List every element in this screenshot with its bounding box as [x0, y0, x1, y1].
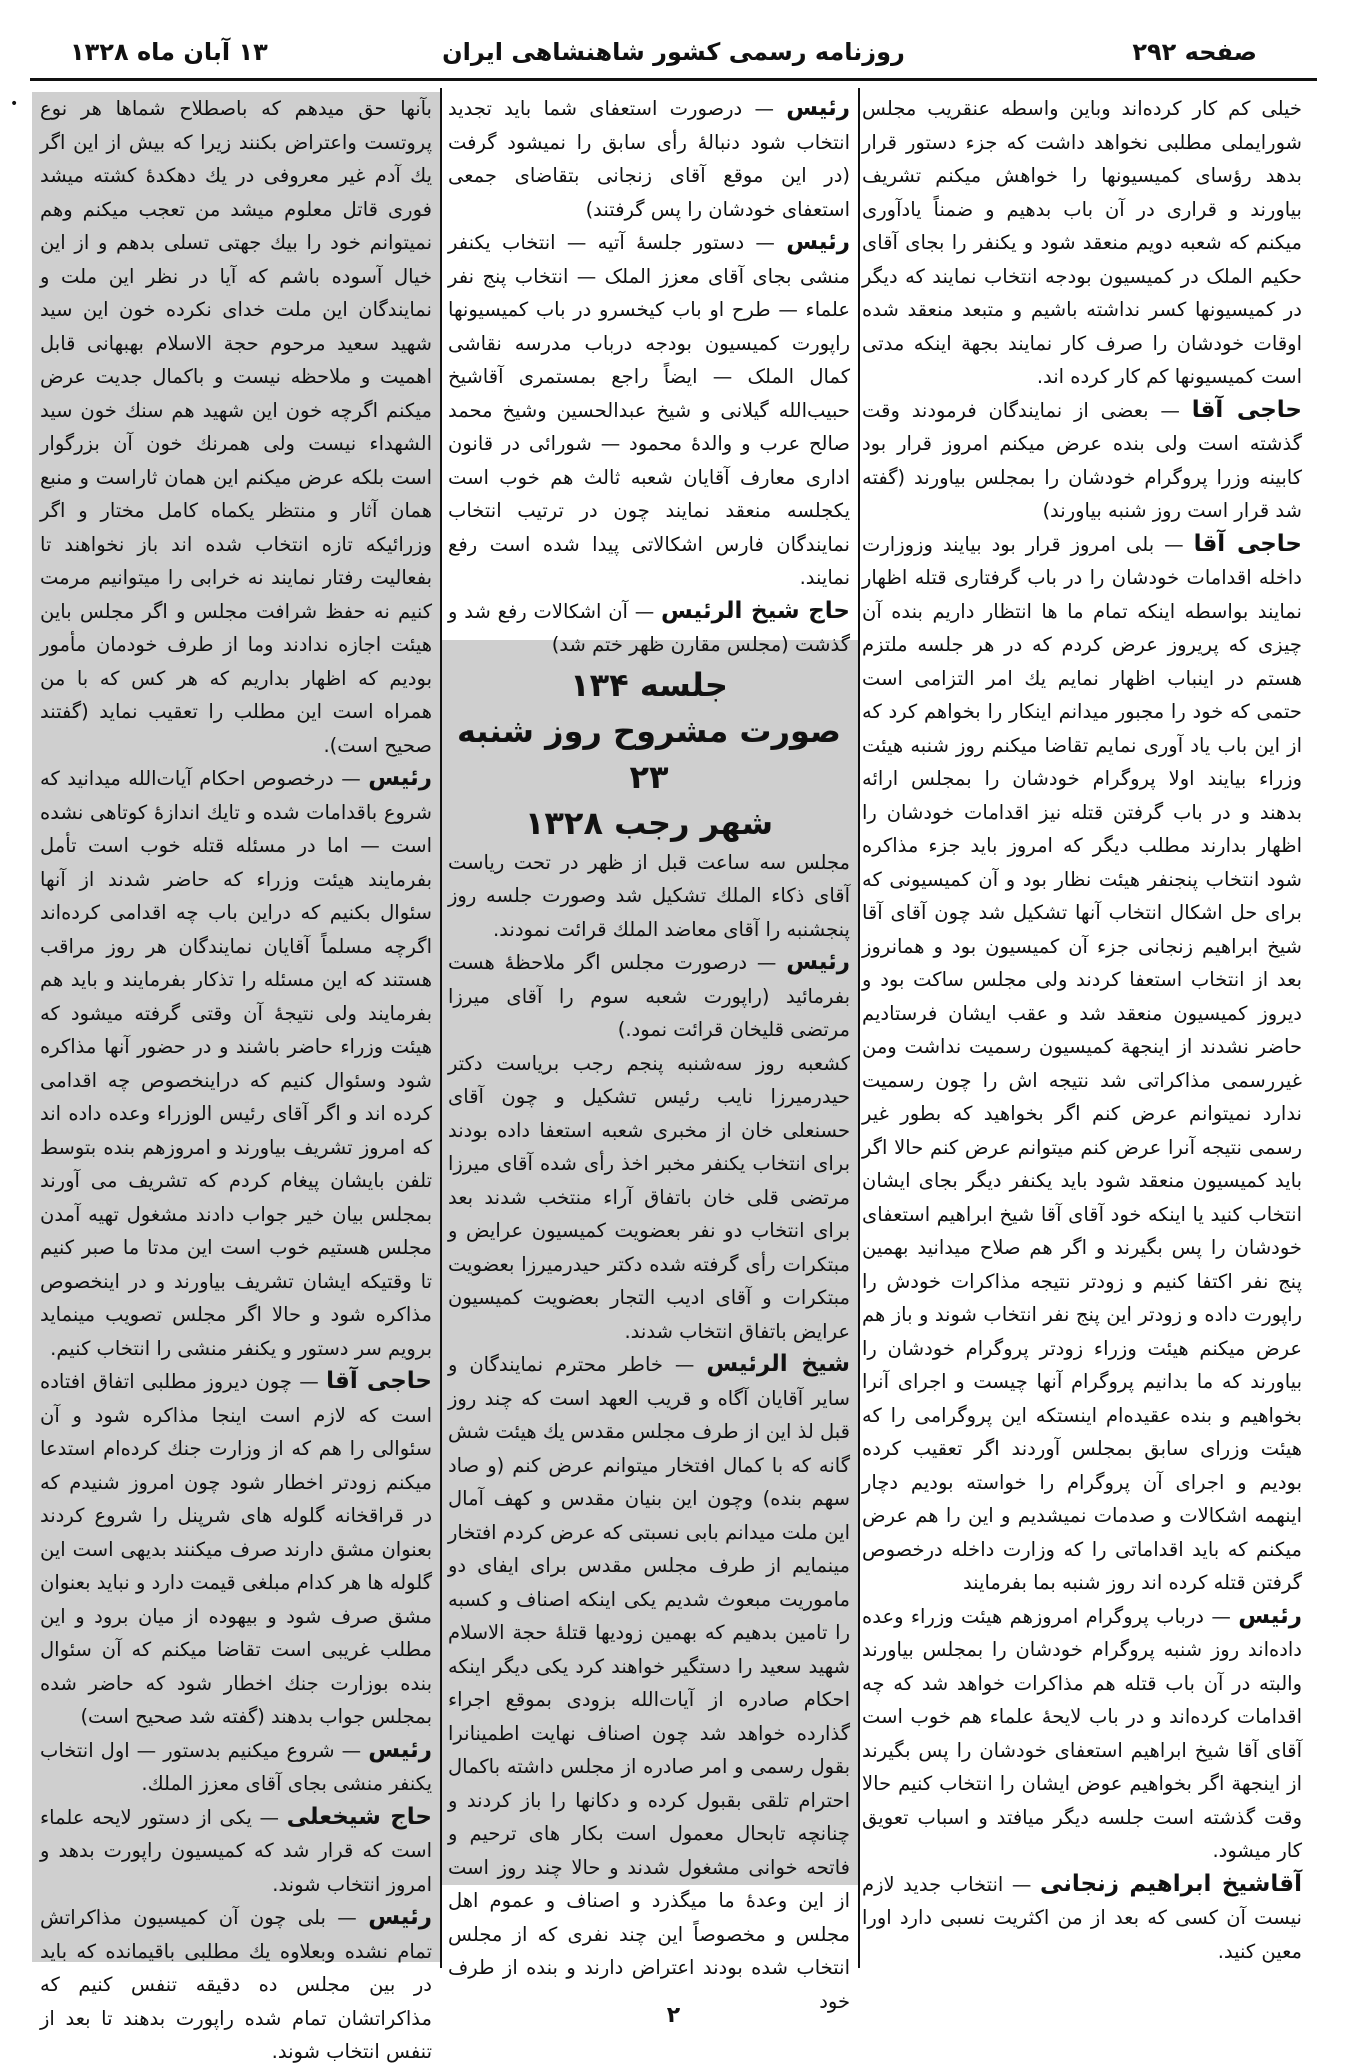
- text-paragraph: [448, 1047, 850, 1349]
- speaker-name: رئیس: [368, 1736, 432, 1763]
- speech-paragraph: [40, 1801, 432, 1902]
- speaker-name: رئیس: [368, 765, 432, 791]
- body-text: مجلس سه ساعت قبل از ظهر در تحت ریاست آقای ذکاء الملك تشکیل شد وصورت جلسه روز پنجشنبه را آقای معاضد الملك قرائت نمودند.: [448, 850, 850, 941]
- body-text: — بلی امروز قرار بود بیایند وزوزارت داخله اقدامات خودشان را در باب گرفتاری قتله اظهار نمایند بواسطه اینکه تمام ما ها انتظار داریم بنده آن چیزی که پریروز عرض کردم که در هر جلسه ملتزم هستم در اینباب اظهار نمایم یك امر التزامی است حتمی که خود را مجبور میدانم اینکار را بخواهم کرد که از این باب یاد آوری نمایم تقاضا میکنم روز شنبه هیئت وزراء بیایند اولا پروگرام خودشان را بمجلس ارائه بدهند و در باب گرفتن قتله نیز اقدامات خودشان را اظهار بدارند مطلب دیگر که امروز باید جزء مذاکره شود انتخاب پنجنفر هیئت نظار بود و آن کمیسیونی که برای حل اشکال انتخاب آنها تشکیل شد چون آقای آقا شیخ ابراهیم زنجانی جزء آن کمیسیون بود و همانروز بعد از انتخاب استعفا کردند ولی مجلس ساکت بود و دیروز کمیسیون منعقد شد و عقب ایشان فرستادیم حاضر نشدند از اینجهة کمیسیون رسمیت نداشت ومن غیررسمی مذاکراتی شد نتیجه اش را چون رسمیت ندارد نمیتوانم عرض کنم اگر بخواهید که بطور غیر رسمی نتیجه آنرا عرض کنم میتوانم عرض کنم حالا اگر باید کمیسیون منعقد شود باید یکنفر دیگر بجای ایشان انتخاب کنید یا اینکه خود آقای آقا شیخ ابراهیم استعفای خودشان را پس بگیرند و اگر هم صلاح میدانید بهمین پنج نفر اکتفا کنیم و زودتر نتیجه مذاکرات خودش را راپورت داده و زودتر این پنج نفر انتخاب شوند و باز هم عرض میکنم هیئت وزراء زودتر پروگرام خودشان را بیاورند که ما بدانیم پروگرام آنها چیست و اجرای آنرا بخواهیم و بنده عقیده‌ام اینستکه این پروگرامی را که هیئت وزرای سابق بمجلس آوردند اگر تعقیب کرده بودیم و اجرای آن پروگرام را خواسته بودیم دچار اینهمه اشکالات و صدمات نمیشدیم و این را هم عرض میکنم که باید اقداماتی را که وزارت داخله درخصوص گرفتن قتله کرده اند روز شنبه بما بفرمایند: [862, 532, 1302, 1594]
- speaker-name: حاج شیخ الرئیس: [661, 597, 850, 624]
- speaker-name: شیخ الرئیس: [706, 1351, 850, 1377]
- session-heading: شهر رجب ۱۳۲۸: [524, 803, 774, 842]
- session-heading: جلسه ۱۳۴: [570, 665, 728, 704]
- speaker-name: حاجی آقا: [1193, 530, 1303, 557]
- column-left: [40, 92, 432, 2063]
- body-text: — دستور جلسهٔ آتیه — انتخاب یکنفر منشی بجای آقای معزز الملک — انتخاب پنج نفر علماء — طرح او باب کیخسرو در باب کمیسیونها راپورت کمیسیون بودجه درباب مدرسه نقاشی کمال الملک — ایضاً راجع بمستمری آقاشیخ حبیب‌الله گیلانی و شیخ عبدالحسین وشیخ محمد صالح عرب و والدهٔ محمود — شورائی در قانون اداری معارف آقایان شعبه ثالث هم خوب است یکجلسه منعقد نمایند چون در ترتیب انتخاب نمایندگان فارس اشکالاتی پیدا شده است رفع نمایند.: [448, 231, 850, 589]
- speech-paragraph: [862, 1600, 1302, 1868]
- text-paragraph: [448, 846, 850, 947]
- body-text: — آن اشکالات رفع شد و گذشت (مجلس مقارن ظهر ختم شد): [448, 599, 850, 656]
- body-text: — یکی از دستور لایحه علماء است که قرار شد که کمیسیون راپورت بدهد و امروز انتخاب شوند.: [40, 1805, 432, 1896]
- speech-paragraph: [448, 1348, 850, 2018]
- page-label: صفحه ۲۹۲: [1132, 38, 1257, 66]
- speech-paragraph: [448, 92, 850, 226]
- speaker-name: رئیس: [786, 229, 850, 255]
- body-text: — بلی چون آن کمیسیون مذاکراتش تمام نشده وبعلاوه یك مطلبی باقیمانده که باید در بین مجلس ده دقیقه تنفس کنیم که مذاکراتشان تمام شده راپورت بدهند تا بعد از تنفس انتخاب شوند.: [40, 1906, 432, 2063]
- page-number: ۲: [666, 2003, 681, 2028]
- body-text: — درباب پروگرام امروزهم هیئت وزراء وعده داده‌اند روز شنبه پروگرام خودشان را بمجلس بیاورند والبته در آن باب قتله هم مذاکرات خواهد شد که چه اقدامات کرده‌اند و در باب لایحهٔ علماء هم خوب است آقای آقا شیخ ابراهیم استعفای خودشان را پس بگیرند از اینجهة اگر بخواهیم عوض ایشان را انتخاب کنیم حالا وقت گذشته است جلسه دیگر میافتد و اسباب تعویق کار میشود.: [862, 1604, 1302, 1862]
- body-text: — درخصوص احکام آیات‌الله میدانید که شروع باقدامات شده و تایك اندازهٔ کوتاهی نشده است — اما در مسئله قتله خوب است تأمل بفرمایند هیئت وزراء که حاضر شدند از آنها سئوال بکنیم که دراین باب چه اقدامی کرده‌اند اگرچه مسلماً آقایان نمایندگان هر روز مراقب هستند که این مسئله را تذکار بفرمایند و باید هم بفرمایند ولی نتیجهٔ آن وقتی گرفته میشود که هیئت وزراء حاضر باشند و در حضور آنها مذاکره شود وسئوال کنیم که دراینخصوص چه اقدامی کرده اند و اگر آقای رئیس الوزراء وعده داده اند که امروز تشریف بیاورند و امروزهم بنده بتوسط تلفن بایشان پیغام کردم که تشریف می آورند بمجلس بیان خیر جواب دادند مشغول تهیه آمدن مجلس هستیم خوب است این مدتا ما صبر کنیم تا وقتیکه ایشان تشریف بیاورند و در اینخصوص مذاکره شود و حالا اگر مجلس تصویب مینماید برویم سر دستور و یکنفر منشی را انتخاب کنیم.: [40, 767, 432, 1360]
- body-text: — بعضی از نمایندگان فرمودند وقت گذشته است ولی بنده عرض میکنم امروز قرار بود کابینه وزرا پروگرام خودشان را بمجلس بیاورند (گفته شد قرار است روز شنبه بیاورند): [862, 398, 1302, 522]
- column-right: [862, 92, 1302, 1962]
- body-text: کشعبه روز سه‌شنبه پنجم رجب بریاست دکتر حیدرمیرزا نایب رئیس تشکیل و چون آقای حسنعلی خان از مخبری شعبه استعفا داده بودند برای انتخاب یکنفر مخبر اخذ رأی شده آقای میرزا مرتضی قلی خان باتفاق آراء منتخب شدند بعد برای انتخاب دو نفر بعضویت کمیسیون عرایض و مبتکرات رأی گرفته شده دکتر حیدرمیرزا بعضویت مبتکرات و آقای ادیب التجار بعضویت کمیسیون عرایض باتفاق انتخاب شدند.: [448, 1051, 850, 1343]
- session-heading: صورت مشروح روز شنبه ۲۳: [457, 711, 841, 796]
- speaker-name: رئیس: [368, 1904, 432, 1930]
- speech-paragraph: [40, 1901, 432, 2069]
- column-divider: [858, 88, 860, 1968]
- newspaper-title: روزنامه رسمی کشور شاهنشاهی ایران: [442, 38, 905, 66]
- speech-paragraph: [862, 528, 1302, 1600]
- speaker-name: رئیس: [786, 949, 850, 975]
- column-divider: [440, 88, 442, 1968]
- page-header: [30, 30, 1317, 81]
- speaker-name: آقاشیخ ابراهیم زنجانی: [1039, 1870, 1302, 1897]
- text-paragraph: [40, 92, 432, 762]
- body-text: — چون دیروز مطلبی اتفاق افتاده است که لازم است اینجا مذاکره شود و آن سئوالی را هم که از وزارت جنك کرده‌ام استدعا میکنم زودتر اخطار شود چون امروز شنیدم که در قراقخانه گلوله های شرپنل را شروع کردند بعنوان مشق دارند صرف میکنند بدیهی است این گلوله ها هر کدام مبلغی قیمت دارد و نباید بعنوان مشق صرف شود و بیهوده از میان برود و این مطلب غریبی است تقاضا میکنم که آن سئوال بنده بوزارت جنك اخطار شود که حاضر شده بمجلس جواب بدهند (گفته شد صحیح است): [40, 1370, 432, 1728]
- column-middle: [448, 92, 850, 2013]
- speech-paragraph: [40, 1734, 432, 1801]
- body-text: — خاطر محترم نمایندگان و سایر آقایان آگاه و قریب العهد است که چند روز قبل لذ این از طرف مجلس مقدس یك هیئت شش گانه که با کمال افتخار میتوانم عرض کنم (و صاد سهم بنده) وچون این بنیان مقدس و کهف آمال این ملت میدانم بابی نسبتی که عرض کردم افتخار مینمایم از طرف مجلس مقدس برای ایفای دو ماموریت مبعوث شدیم یکی اینکه اصناف و کسبه را تامین بدهیم که بهمین زودیها قتلهٔ حجة الاسلام شهید سعید را دستگیر خواهند کرد یکی دیگر اینکه احکام صادره از آیات‌الله بزودی بموقع اجراء گذارده خواهد شد چون اصناف نهایت اطمینانرا بقول رسمی و امر صادره از مجلس داشته باکمال احترام تلقی بقبول کرده و دکانها را باز کردند و چنانچه تابحال معمول است بکار های ترحیم و فاتحه خوانی مشغول شدند و حالا چند روز است از این وعدهٔ ما میگذرد و اصناف و عموم اهل مجلس و مخصوصاً این چند نفری که از مجلس انتخاب شده بودند اعتراض دارند و بنده از طرف خود: [448, 1353, 850, 2013]
- body-text: بآنها حق میدهم که باصطلاح شماها هر نوع پروتست واعتراض بکنند زیرا که بیش از این اگر یك آدم غیر معروفی در یك دهکدهٔ کشته میشد فوری قاتل معلوم میشد من تعجب میکنم وهم نمیتوانم خود را بیك جهتی تسلی بدهم و از این خیال آسوده باشم که آیا در نظر این ملت و نمایندگان این ملت خدای نکرده خون این سید شهید سعید مرحوم حجة الاسلام بهبهانی قابل اهمیت و ملاحظه نیست و باکمال جدیت عرض میکنم اگرچه خون این شهید هم سنك خون سید الشهداء نیست ولی همرنك خون آن بزرگوار است بلکه عرض میکنم این همان ثاراست و منبع همان آثار و منتظر یکماه کامل مختار و اگر وزرائیکه تازه انتخاب شده اند باز نخواهند تا بفعالیت رفتار نمایند نه خرابی را میتوانیم مرمت کنیم نه حفظ شرافت مجلس و اگر مجلس باین هیئت اجازه ندادند وما از طرف خودمان مأمور بودیم که اظهار بداریم که هر کس که با من همراه است این مطلب را تعقیب نماید (گفتند صحیح است).: [40, 97, 432, 757]
- speaker-name: حاج شیخعلی: [286, 1803, 432, 1830]
- body-text: خیلی کم کار کرده‌اند وباین واسطه عنقریب مجلس شورایملی مطلبی نخواهد داشت که جزء دستور قرار بدهد رؤسای کمیسیونها را خواهش میکنم تشریف بیاورند و قراری در آن باب بدهیم و ضمناً یادآوری میکنم که شعبه دویم منعقد شود و یکنفر را بجای آقای حکیم الملک در کمیسیون بودجه انتخاب نمایند که دیگر در کمیسیونها کسر نداشته باشیم و متبعد منعقد شده اوقات خودشان را صرف کار نمایند بجهة اینکه مدتی است کمیسیونها کم کار کرده اند.: [862, 97, 1302, 388]
- speech-paragraph: [448, 226, 850, 595]
- speech-paragraph: [40, 1365, 432, 1734]
- speech-paragraph: [448, 595, 850, 662]
- margin-mark: •: [10, 96, 19, 112]
- body-text: — درصورت مجلس اگر ملاحظهٔ هست بفرمائید (راپورت شعبه سوم را آقای میرزا مرتضی قلیخان قرائت نمود.): [448, 951, 850, 1041]
- speaker-name: رئیس: [1238, 1602, 1302, 1629]
- body-text: — درصورت استعفای شما باید تجدید انتخاب شود دنبالهٔ رأی سابق را نمیشود گرفت (در این موقع آقای زنجانی بتقاضای جمعی استعفای خودشان را پس گرفتند): [448, 97, 850, 221]
- speaker-name: حاجی آقا: [326, 1368, 432, 1394]
- speech-paragraph: [862, 1868, 1302, 1969]
- speaker-name: رئیس: [786, 95, 850, 121]
- speech-paragraph: [40, 762, 432, 1365]
- speech-paragraph: [448, 946, 850, 1047]
- speaker-name: حاجی آقا: [1191, 396, 1302, 423]
- body-text: — انتخاب جدید لازم نیست آن کسی که بعد از من اکثریت نسبی دارد اورا معین کنید.: [862, 1872, 1302, 1963]
- body-text: — شروع میکنیم بدستور — اول انتخاب یکنفر منشی بجای آقای معزز الملك.: [40, 1738, 432, 1795]
- text-paragraph: [862, 92, 1302, 394]
- issue-date: ۱۳ آبان ماه ۱۳۲۸: [70, 38, 268, 66]
- speech-paragraph: [862, 394, 1302, 528]
